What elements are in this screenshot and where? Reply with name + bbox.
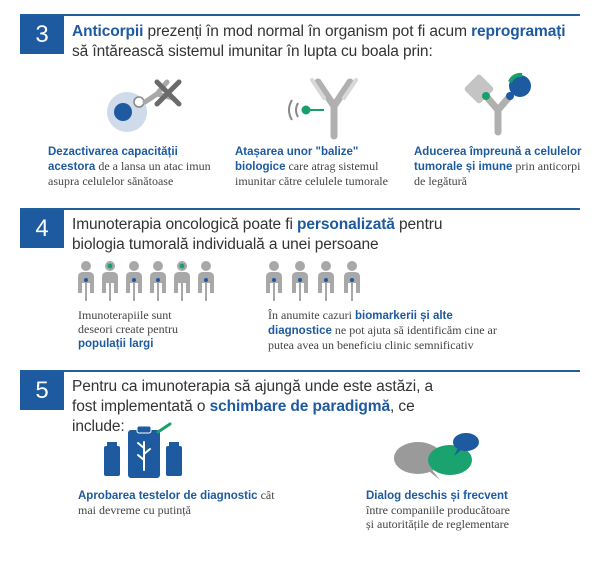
s3-caption-2: Atașarea unor "balize" biologice care atrag sistemul imunitar către celulele tumorale xyxy=(235,146,388,188)
section-5-divider xyxy=(20,370,580,372)
s3-caption-3: Aducerea împreună a celulelor tumorale și imune prin anticorpi de legătură xyxy=(414,146,582,188)
selected-people-icon xyxy=(262,258,372,303)
section-3-heading: Anticorpii prezenți în mod normal în organism pot fi acum reprogramați să întărească sistemul imunitar în lupta cu boala prin: xyxy=(72,23,566,60)
section-3-number: 3 xyxy=(20,16,64,54)
section-3-divider xyxy=(20,14,580,16)
dialog-bubbles-icon xyxy=(392,434,492,494)
s5-caption-1: Aprobarea testelor de diagnostic cât mai devreme cu putință xyxy=(78,488,275,517)
population-people-icon xyxy=(76,258,226,303)
bispecific-antibody-icon xyxy=(460,70,560,140)
diagnostic-test-icon xyxy=(104,424,194,484)
s4-caption-left: Imunoterapiile sunt deseori create pentru populații largi xyxy=(78,308,178,350)
section-4-number: 4 xyxy=(20,210,64,248)
section-4-divider xyxy=(20,208,580,210)
section-5-number: 5 xyxy=(20,372,64,410)
s5-caption-2: Dialog deschis și frecvent între companiile producătoare și autoritățile de reglementare xyxy=(366,490,510,531)
antibody-beacon-icon xyxy=(280,72,380,142)
section-4-heading: Imunoterapia oncologică poate fi personalizată pentru biologia tumorală individuală a unei persoane xyxy=(72,216,443,253)
antibody-crossed-icon xyxy=(95,72,195,142)
s3-caption-1: Dezactivarea capacității acestora de a lansa un atac imun asupra celulelor sănătoase xyxy=(48,146,211,188)
s4-caption-right: În anumite cazuri biomarkerii și alte diagnostice ne pot ajuta să identificăm cine ar putea avea un beneficiu clinic semnificativ xyxy=(268,308,497,352)
section-5-heading: Pentru ca imunoterapia să ajungă unde este astăzi, a fost implementată o schimbare de paradigmă, ce include: xyxy=(72,378,434,435)
